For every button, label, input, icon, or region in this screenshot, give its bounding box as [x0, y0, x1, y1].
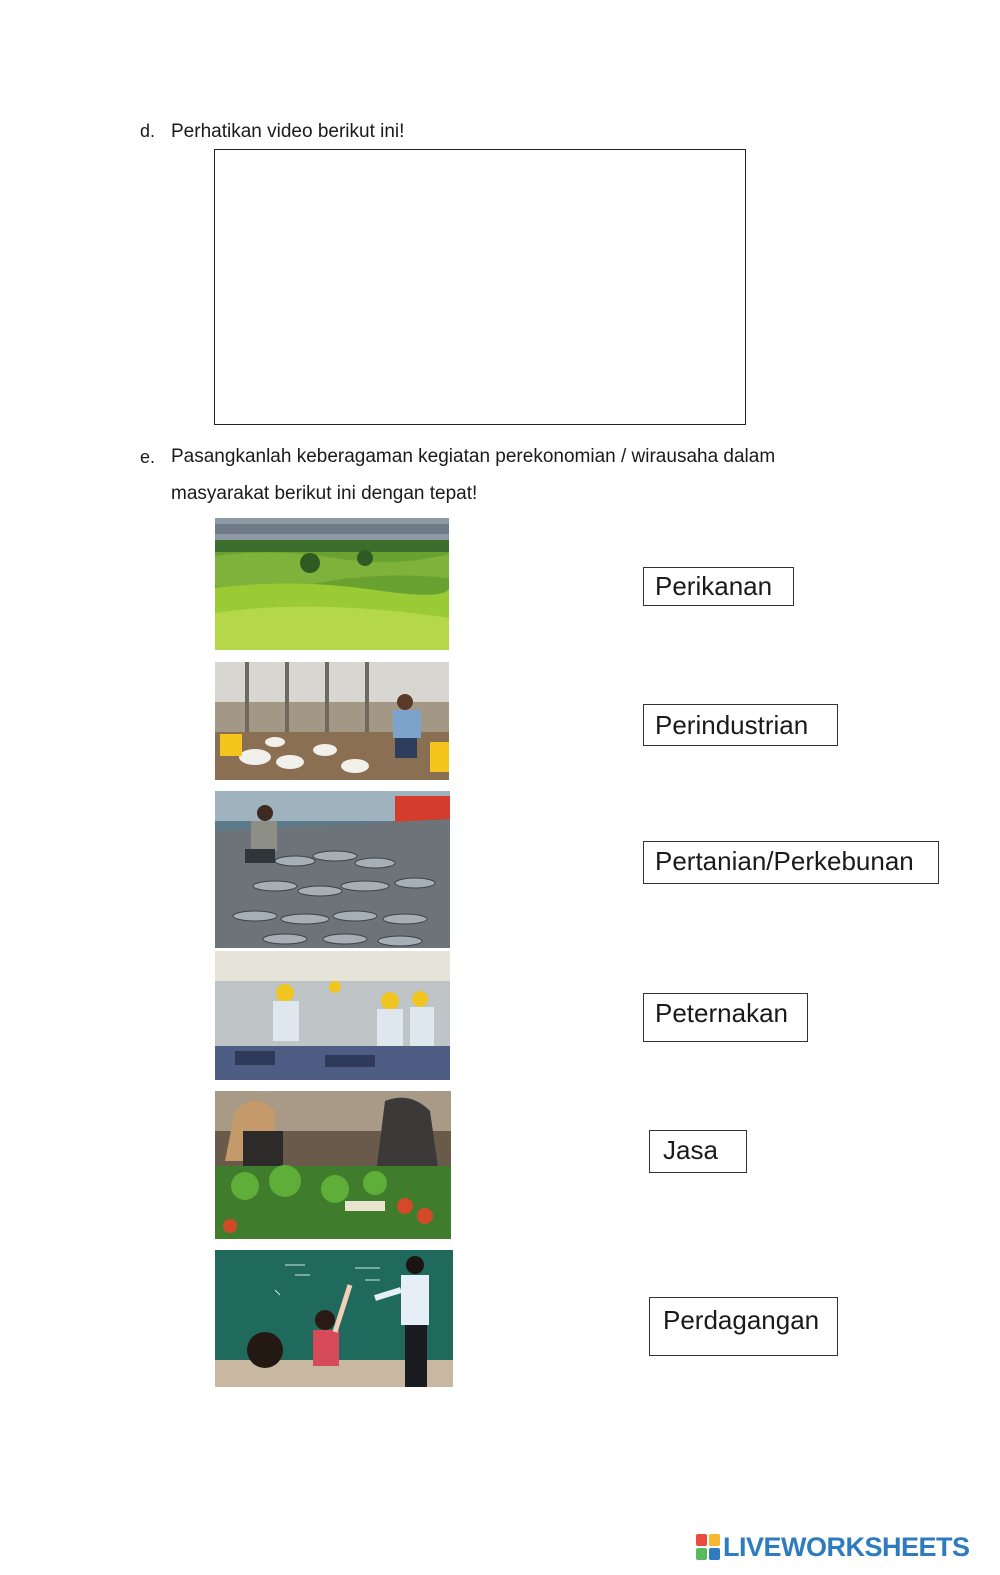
- answer-perdagangan[interactable]: Perdagangan: [649, 1297, 838, 1356]
- question-d-letter: d.: [140, 121, 156, 141]
- question-e-line-1: Pasangkanlah keberagaman kegiatan perekonomian / wirausaha dalam: [171, 446, 776, 467]
- poultry-farm-photo: [215, 662, 449, 780]
- teacher-classroom-photo: [215, 1250, 453, 1387]
- answer-jasa[interactable]: Jasa: [649, 1130, 747, 1173]
- rice-field-photo: [215, 518, 449, 650]
- garment-factory-photo: [215, 951, 450, 1080]
- answer-pertanian-perkebunan[interactable]: Pertanian/Perkebunan: [643, 841, 939, 884]
- vegetable-market-photo: [215, 1091, 451, 1239]
- answer-perindustrian[interactable]: Perindustrian: [643, 704, 838, 746]
- logo-mark-icon: [696, 1534, 720, 1560]
- fish-market-photo: [215, 791, 450, 948]
- video-placeholder[interactable]: [214, 149, 746, 425]
- liveworksheets-logo[interactable]: [696, 1532, 990, 1562]
- question-e-line-2: masyarakat berikut ini dengan tepat!: [171, 483, 478, 504]
- answer-peternakan[interactable]: Peternakan: [643, 993, 808, 1042]
- question-e-letter: e.: [140, 447, 156, 467]
- question-d-text: Perhatikan video berikut ini!: [171, 121, 405, 142]
- answer-perikanan[interactable]: Perikanan: [643, 567, 794, 606]
- logo-text: LIVEWORKSHEETS: [723, 1531, 970, 1562]
